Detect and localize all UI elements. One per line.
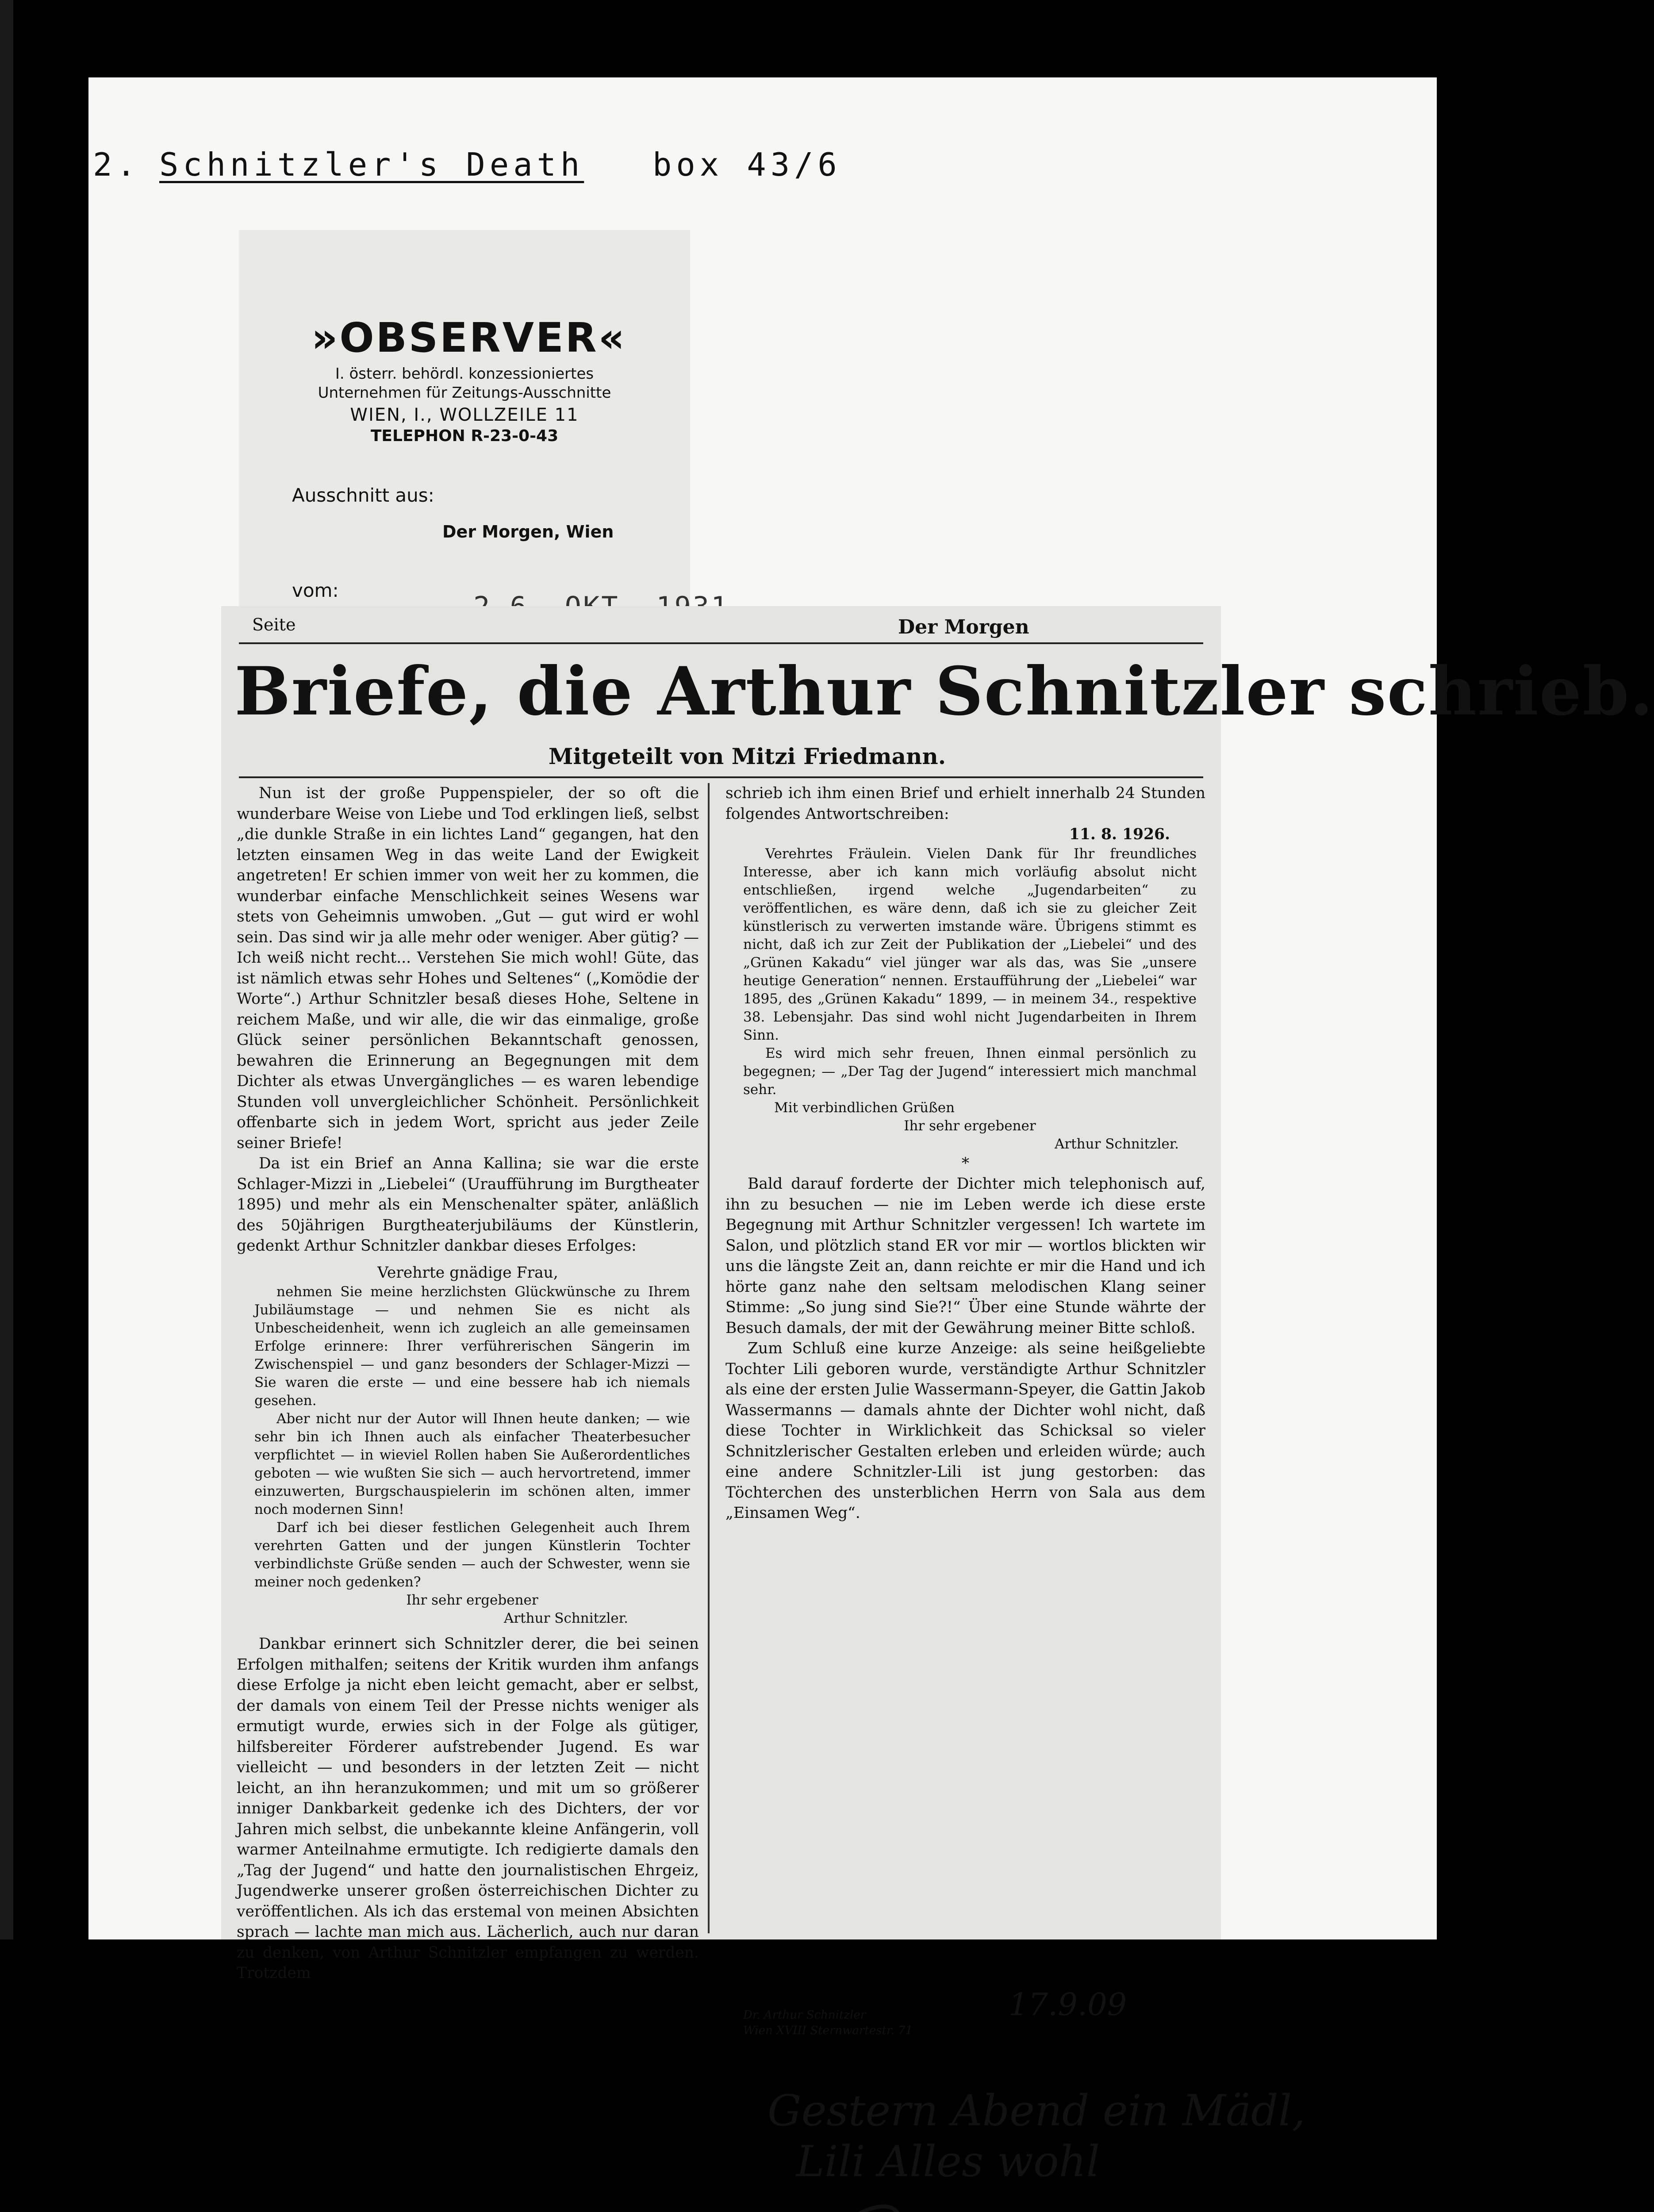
letter-salutation: Verehrte gnädige Frau, xyxy=(377,1263,558,1282)
facsimile-date: 17.9.09 xyxy=(1009,1986,1127,2023)
archive-subject: Schnitzler's Death xyxy=(159,146,584,183)
paper-name: Der Morgen xyxy=(898,616,1029,638)
headline: Briefe, die Arthur Schnitzler schrieb. xyxy=(234,653,1654,730)
letter-paragraph: nehmen Sie meine herzlichsten Glückwünsche zu Ihrem Jubiläumstage — und nehmen Sie es nicht als Unbescheidenheit, wenn ich zugleich an alle gemeinsamen Erfolge erinnere: Ihrer verführerischen Sängerin im Zwischenspiel — und ganz besonders der Schlager-Mizzi — Sie waren die erste — und eine bessere hab ich niemals gesehen. xyxy=(254,1284,690,1409)
paragraph: Bald darauf forderte der Dichter mich telephonisch auf, ihn zu besuchen — nie im Leben werde ich diese erste Begegnung mit Arthur Schnitzler vergessen! Ich wartete im Salon, und plötzlich stand ER vor mir — wortlos blickten wir uns die längste Zeit an, dann reichte er mir die Hand und ich hörte ganz nahe den seltsam melodischen Klang seiner Stimme: „So jung sind Sie?!“ Über eine Stunde währte der Besuch damals, der mit der Gewährung meiner Bitte schloß. xyxy=(725,1175,1205,1337)
facsimile-handwriting-line-2: Lili Alles wohl xyxy=(796,2137,1100,2186)
observer-phone: TELEPHON R-23-0-43 xyxy=(370,427,559,445)
letter-block xyxy=(743,845,1197,1153)
paragraph: schrieb ich ihm einen Brief und erhielt innerhalb 24 Stunden folgendes Antwortschreiben: xyxy=(725,784,1205,823)
archive-number: 2. xyxy=(93,146,140,183)
vom-label: vom: xyxy=(292,580,339,601)
separator-mark: * xyxy=(961,1154,970,1172)
letter-paragraph: Verehrtes Fräulein. Vielen Dank für Ihr freundliches Interesse, aber ich kann mich vorläufig absolut nicht entschließen, irgend welche „Jugendarbeiten“ zu veröffentlichen, es wäre denn, daß ich sie zu gleicher Zeit künstlerisch zu verwerten imstande wäre. Übrigens stimmt es nicht, daß ich zur Zeit der Publikation der „Liebelei“ und des „Grünen Kakadu“ viel jünger war als das, was Sie „unsere heutige Generation“ nennen. Erstaufführung der „Liebelei“ war 1895, des „Grünen Kakadu“ 1899, — in meinem 34., respektive 38. Lebensjahr. Das sind wohl nicht Jugendarbeiten in Ihrem Sinn. xyxy=(743,845,1197,1043)
letter-greeting: Mit verbindlichen Grüßen xyxy=(774,1099,955,1116)
letter-block xyxy=(254,1283,690,1628)
observer-line-1: I. österr. behördl. konzessioniertes xyxy=(335,365,594,383)
letter-signature: Arthur Schnitzler. xyxy=(503,1610,628,1626)
paragraph: Zum Schluß eine kurze Anzeige: als seine heißgeliebte Tochter Lili geboren wurde, verständigte Arthur Schnitzler als eine der ersten Julie Wassermann-Speyer, die Gattin Jakob Wassermanns — damals ahnte der Dichter wohl nicht, daß diese Tochter in Wirklichkeit das Schicksal so vieler Schnitzlerischer Gestalten erleben und erleiden würde; auch eine andere Schnitzler-Lili ist jung gestorben: das Töchterchen des unsterblichen Herrn von Sala aus dem „Einsamen Weg“. xyxy=(725,1340,1206,1522)
letter-paragraph: Es wird mich sehr freuen, Ihnen einmal persönlich zu begegnen; — „Der Tag der Jugend“ interessiert mich manchmal sehr. xyxy=(743,1045,1197,1098)
facsimile-letterhead: Dr. Arthur Schnitzler xyxy=(743,2008,866,2022)
header-rule xyxy=(239,642,1203,644)
paragraph: Da ist ein Brief an Anna Kallina; sie war die erste Schlager-Mizzi in „Liebelei“ (Uraufführung im Burgtheater 1895) und mehr als ein Menschenalter später, anläßlich des 50jährigen Burgtheaterjubiläums der Künstlerin, gedenkt Arthur Schnitzler dankbar dieses Erfolges: xyxy=(237,1155,699,1255)
letter-signature: Arthur Schnitzler. xyxy=(1054,1136,1179,1152)
handwritten-signature xyxy=(810,2181,1146,2212)
letter-closing: Ihr sehr ergebener xyxy=(904,1118,1036,1134)
letter-date: 11. 8. 1926. xyxy=(1069,826,1170,843)
newspaper-clipping xyxy=(221,606,1654,2186)
ausschnitt-label: Ausschnitt aus: xyxy=(292,484,434,506)
observer-slip xyxy=(239,230,690,619)
paragraph: Nun ist der große Puppenspieler, der so oft die wunderbare Weise von Liebe und Tod erklingen ließ, selbst „die dunkle Straße in ein lichtes Land“ gegangen, hat den letzten einsamen Weg in das weite Land der Ewigkeit angetreten! Er schien immer von weit her zu kommen, die wunderbar einfache Menschlichkeit seines Wesens war stets von Geheimnis umwoben. „Gut — gut wird er wohl sein. Das sind wir ja alle mehr oder weniger. Aber gütig? — Ich weiß nicht recht... Verstehen Sie mich wohl! Güte, das ist nämlich etwas sehr Hohes und Seltenes“ („Komödie der Worte“.) Arthur Schnitzler besaß dieses Hohe, Seltene in reichem Maße, und wir alle, die wir das einmalige, große Glück seiner persönlichen Bekanntschaft genossen, bewahren die Erinnerung an Begegnungen mit dem Dichter als etwas Unvergängliches — es waren lebendige Stunden voll unvergleichlicher Schönheit. Persönlichkeit offenbarte sich in jedem Wort, spricht aus jeder Zeile seiner Briefe! xyxy=(237,784,699,1152)
facsimile-handwriting-line-1: Gestern Abend ein Mädl, xyxy=(768,2086,1305,2135)
source-stamp: Der Morgen, Wien xyxy=(442,522,614,541)
byline: Mitgeteilt von Mitzi Friedmann. xyxy=(549,743,946,769)
letter-paragraph: Darf ich bei dieser festlichen Gelegenheit auch Ihrem verehrten Gatten und der jungen Künstlerin Tochter verbindlichste Grüße senden — auch der Schwester, wenn sie meiner noch gedenken? xyxy=(254,1520,690,1590)
facsimile-letterhead-address: Wien XVIII Sternwartestr. 71 xyxy=(743,2024,913,2037)
byline-rule xyxy=(239,776,1203,778)
observer-logo: »OBSERVER« xyxy=(311,314,627,361)
letter-closing: Ihr sehr ergebener xyxy=(406,1592,538,1608)
left-column xyxy=(237,783,699,1984)
paragraph: Dankbar erinnert sich Schnitzler derer, die bei seinen Erfolgen mithalfen; seitens der Kritik wurden ihm anfangs diese Erfolge ja nicht eben leicht gemacht, aber er selbst, der damals von einem Teil der Presse nichts weniger als ermutigt wurde, erwies sich in der Folge als gütiger, hilfsbereiter Förderer aufstrebender Jugend. Es war vielleicht — und besonders in der letzten Zeit — nicht leicht, an ihn heranzukommen; und mit um so größerer inniger Dankbarkeit gedenke ich des Dichters, der vor Jahren mich selbst, die unbekannte kleine Anfängerin, voll warmer Anteilnahme ermutigte. Ich redigierte damals den „Tag der Jugend“ und hatte den journalistischen Ehrgeiz, Jugendwerke unserer großen österreichischen Dichter zu veröffentlichen. Als ich das erstemal von meinen Absichten sprach — lachte man mich aus. Lächerlich, auch nur daran zu denken, von Arthur Schnitzler empfangen zu werden. Trotzdem xyxy=(237,1635,699,1982)
scan-edge xyxy=(0,0,13,1939)
clipping-header xyxy=(221,606,1221,641)
right-column xyxy=(725,783,1205,1524)
page-label: Seite xyxy=(252,615,296,634)
observer-line-2: Unternehmen für Zeitungs-Ausschnitte xyxy=(318,384,611,402)
archive-box: box 43/6 xyxy=(652,146,841,183)
observer-address: WIEN, I., WOLLZEILE 11 xyxy=(350,405,579,425)
letter-paragraph: Aber nicht nur der Autor will Ihnen heute danken; — wie sehr bin ich Ihnen auch als einfacher Theaterbesucher verpflichtet — in wieviel Rollen haben Sie Außerordentliches geboten — wie wußten Sie sich — auch hervortretend, immer einzuwerten, Burgschauspielerin im schönen alten, immer noch modernen Sinn! xyxy=(254,1411,690,1517)
column-divider xyxy=(708,783,710,1933)
